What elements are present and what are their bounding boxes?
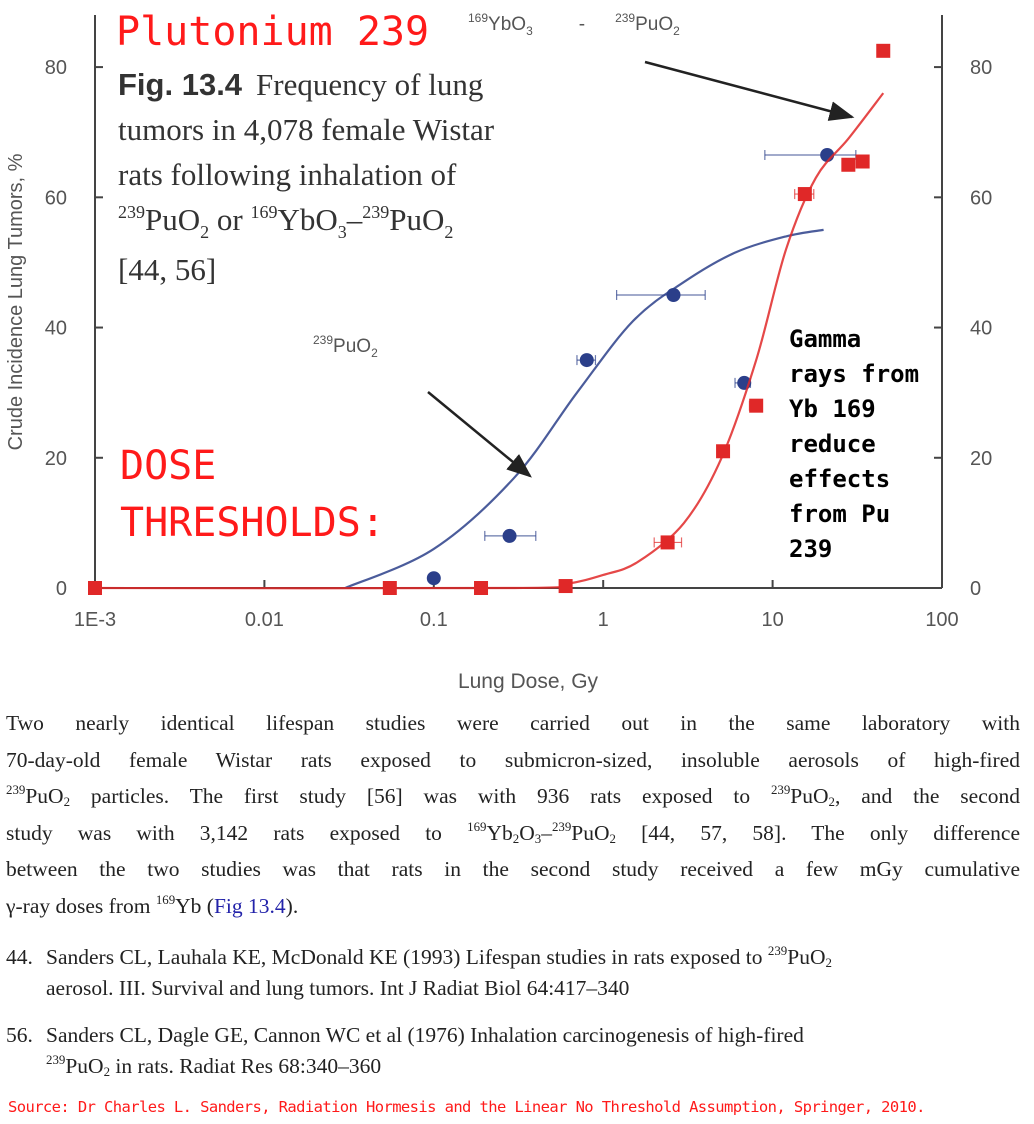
reference-56-cont: $^{239}$PuO$_2$ in rats. Radiat Res 68:340–360 [46,1052,382,1080]
x-tick-label: 0.01 [244,609,284,631]
fig-link[interactable]: Fig 13.4 [213,893,286,918]
y-tick-label-left: 40 [44,317,67,340]
caption-line-2: tumors in 4,078 female Wistar [118,112,495,147]
data-point-square [474,581,488,595]
label-pu: $^{239}$PuO$_2$ [313,333,378,360]
y-tick-label-right: 0 [970,578,982,600]
reference-44: 44. Sanders CL, Lauhala KE, McDonald KE (1993) Lifespan studies in rats exposed to $^{239}$PuO$_2$ aerosol. III. Survival and lung tumors. Int J Radiat Biol 64:417–340 [6,942,1020,1004]
gamma-note-line-6: from Pu [789,500,891,528]
x-axis-label: Lung Dose, Gy [457,670,599,693]
data-point-square [88,581,102,595]
data-point-square [716,444,730,458]
reference-56-number: 56. [6,1023,33,1047]
data-point-square [661,535,675,549]
data-point-square [383,581,397,595]
gamma-note-line-4: reduce [789,430,876,458]
caption-rest: Frequency of lung [256,67,484,102]
arrow-yb [645,62,852,117]
x-tick-label: 0.1 [419,609,448,631]
figure-caption [118,67,495,287]
label-yb-pu: $^{169}$YbO$_3$ - $^{239}$PuO$_2$ [468,11,680,38]
data-point-square [841,158,855,172]
data-point-circle [427,571,441,585]
x-tick-label: 10 [761,609,784,631]
caption-fig-label: Fig. 13.4 [118,67,243,102]
data-point-circle [503,529,517,543]
source-citation: Source: Dr Charles L. Sanders, Radiation Hormesis and the Linear No Threshold Assumption, Springer, 2010. [8,1098,925,1116]
gamma-note-line-1: Gamma [789,325,862,353]
para-line-5: between the two studies was that rats in the second study received a few mGy cumulative [6,857,1020,881]
data-point-square [559,579,573,593]
dose-thresholds-line-1: DOSE [120,443,217,489]
gamma-note-line-7: 239 [789,535,833,563]
caption-line-4: $^{239}$PuO$_2$ or $^{169}$YbO$_3$–$^{239}$PuO$_2$ [118,202,454,242]
data-point-square [749,399,763,413]
reference-44-text: Sanders CL, Lauhala KE, McDonald KE (1993) Lifespan studies in rats exposed to [46,945,768,969]
y-tick-label-left: 60 [44,187,67,210]
y-tick-label-right: 40 [970,317,993,340]
x-tick-label: 100 [925,609,959,631]
dose-thresholds-line-2: THRESHOLDS: [120,500,385,546]
y-tick-label-right: 80 [970,57,993,80]
para-line-3: $^{239}$PuO$_2$ particles. The first study [56] was with 936 rats exposed to $^{239}$PuO$_2$, and the second [6,782,1020,810]
data-point-square [876,44,890,58]
x-tick-label: 1E-3 [73,609,117,631]
gamma-note [789,325,919,563]
gamma-note-line-3: Yb 169 [789,395,876,423]
y-tick-label-right: 60 [970,187,993,210]
y-tick-label-left: 0 [55,578,67,600]
para-line-4: study was with 3,142 rats exposed to $^{169}Yb_2O_3-^{239}PuO_2$ [44, 57, 58]. The only difference [6,819,1020,846]
para-line-1: Two nearly identical lifespan studies were carried out in the same laboratory with [6,711,1020,735]
data-point-square [856,155,870,169]
para-line-6: γ-ray doses from $^{169}$Yb (Fig 13.4). [6,892,299,918]
overlay-title: Plutonium 239 [116,9,430,55]
para-line-2: 70-day-old female Wistar rats exposed to submicron-sized, insoluble aerosols of high-fired [6,747,1020,772]
y-tick-label-left: 20 [44,447,67,470]
data-point-circle [580,353,594,367]
caption-line-5: [44, 56] [118,252,217,287]
gamma-note-line-5: effects [789,465,891,493]
reference-56 [6,1020,1020,1082]
gamma-note-line-2: rays from [789,360,920,388]
reference-44-number: 44. [6,945,33,969]
data-point-square [798,187,812,201]
caption-line-1 [118,67,483,102]
x-tick-label: 1 [597,609,609,631]
y-axis-label: Crude Incidence Lung Tumors, % [5,153,27,451]
caption-line-3: rats following inhalation of [118,157,457,192]
y-tick-label-right: 20 [970,447,993,470]
data-point-circle [666,288,680,302]
reference-56-text: Sanders CL, Dagle GE, Cannon WC et al (1976) Inhalation carcinogenesis of high-fired [46,1023,804,1047]
reference-44-cont: aerosol. III. Survival and lung tumors. Int J Radiat Biol 64:417–340 [46,976,630,1000]
y-tick-label-left: 80 [44,57,67,80]
arrow-pu [428,392,530,476]
body-paragraph [6,705,1020,924]
